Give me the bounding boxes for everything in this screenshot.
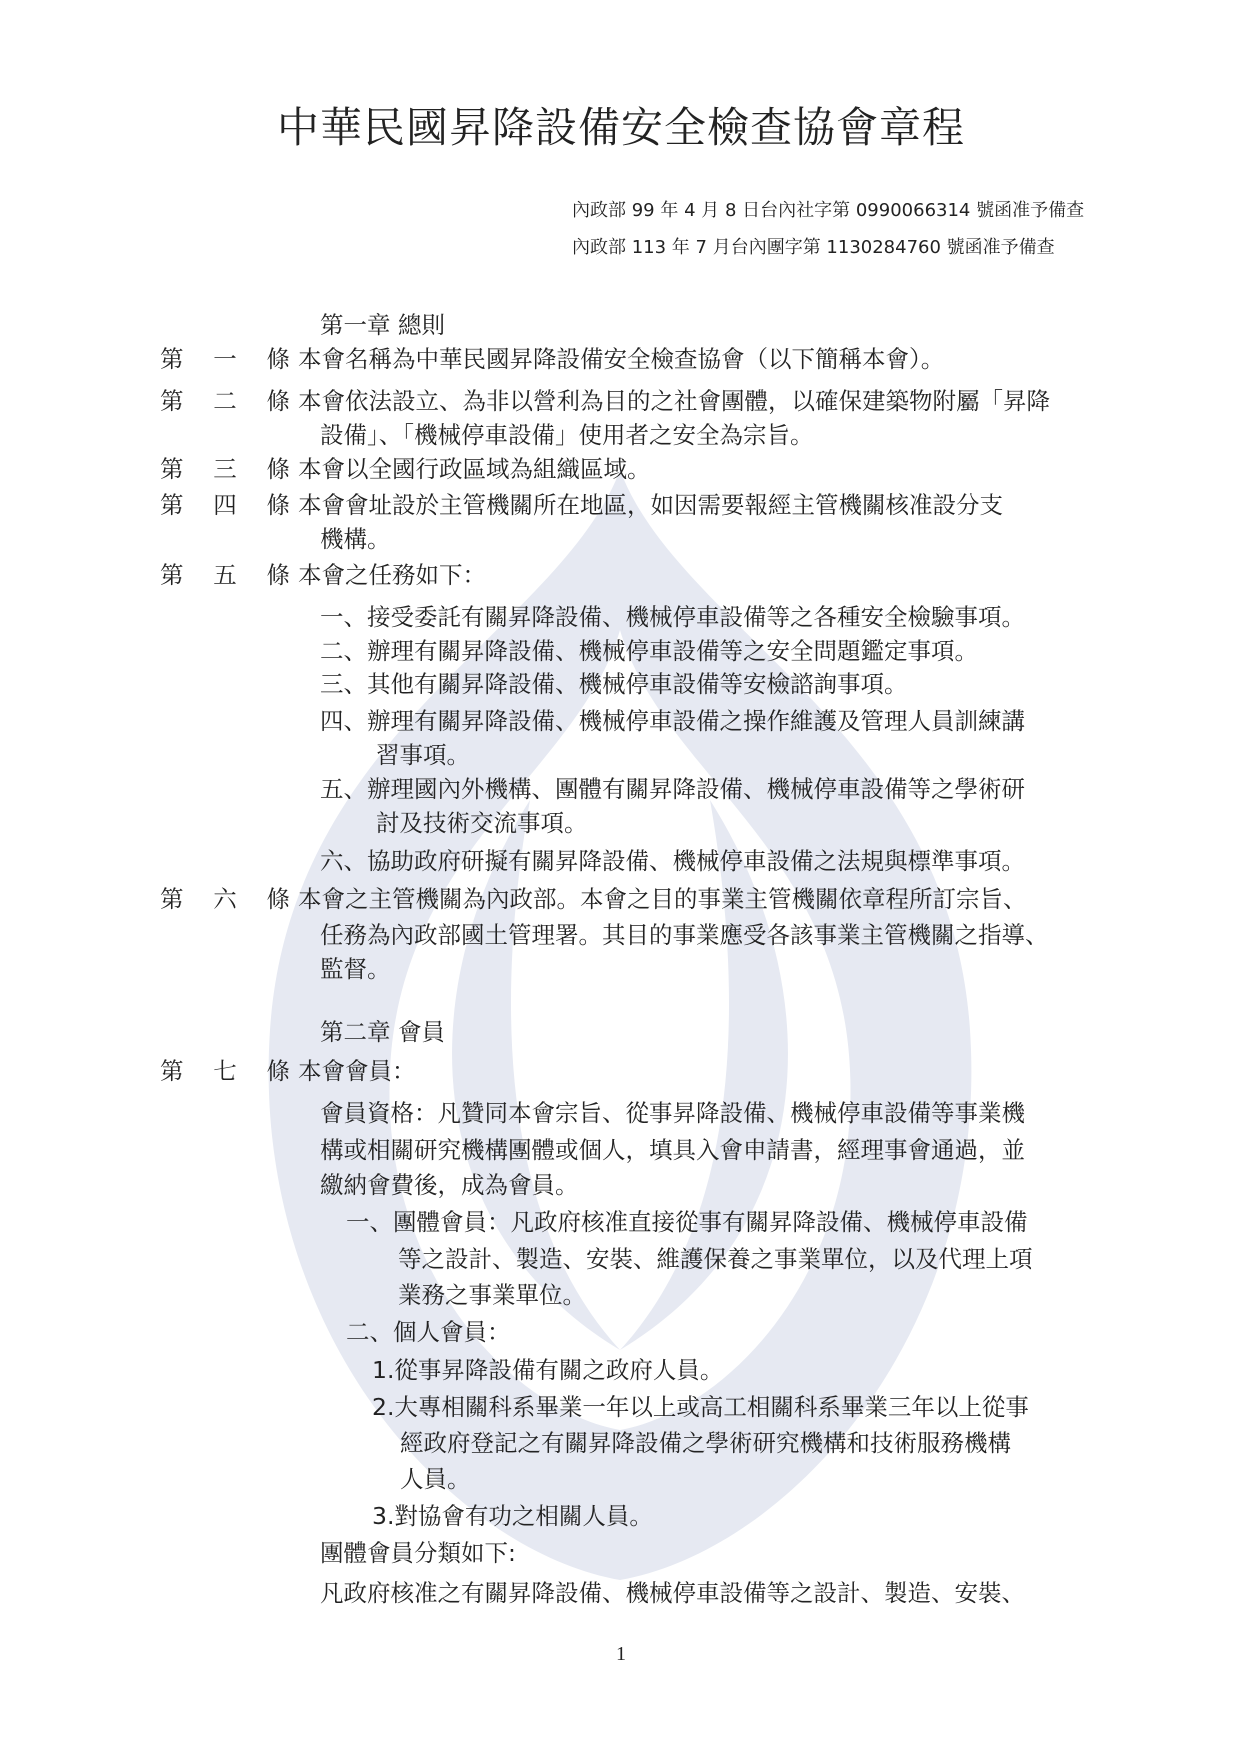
individual-item-cont: 經政府登記之有關昇降設備之學術研究機構和技術服務機構: [400, 1429, 1011, 1457]
article-text: 本會依法設立、為非以營利為目的之社會團體，以確保建築物附屬「昇降: [298, 387, 1050, 415]
membership-qualification: 繳納會費後，成為會員。: [320, 1171, 579, 1199]
article-text: 本會會址設於主管機關所在地區，如因需要報經主管機關核准設分支: [298, 491, 1003, 519]
task-item: 五、辦理國內外機構、團體有關昇降設備、機械停車設備等之學術研: [320, 775, 1025, 803]
article-text: 機構。: [320, 525, 391, 553]
individual-member-heading: 二、個人會員：: [346, 1318, 511, 1346]
article-text: 監督。: [320, 955, 391, 983]
task-item-cont: 習事項。: [376, 741, 470, 769]
task-item: 四、辦理有關昇降設備、機械停車設備之操作維護及管理人員訓練講: [320, 707, 1025, 735]
article-number: 第 三 條: [160, 455, 290, 483]
document-title: 中華民國昇降設備安全檢查協會章程: [276, 103, 965, 152]
article-number: 第 一 條: [160, 345, 290, 373]
task-item: 二、辦理有關昇降設備、機械停車設備等之安全問題鑑定事項。: [320, 637, 978, 665]
article-number: 第 七 條: [160, 1057, 290, 1085]
article-text: 本會名稱為中華民國昇降設備安全檢查協會（以下簡稱本會）。: [298, 345, 945, 373]
article-number: 第 五 條: [160, 561, 290, 589]
page-number: 1: [616, 1643, 626, 1665]
group-member: 一、團體會員：凡政府核准直接從事有關昇降設備、機械停車設備: [346, 1208, 1028, 1236]
article-text: 本會之任務如下：: [298, 561, 486, 589]
group-classification-text: 凡政府核准之有關昇降設備、機械停車設備等之設計、製造、安裝、: [320, 1579, 1025, 1607]
article-text: 設備」、「機械停車設備」使用者之安全為宗旨。: [320, 421, 814, 449]
individual-item-cont: 人員。: [400, 1465, 471, 1493]
group-classification-heading: 團體會員分類如下:: [320, 1539, 516, 1567]
membership-qualification: 會員資格：凡贊同本會宗旨、從事昇降設備、機械停車設備等事業機: [320, 1099, 1025, 1127]
article-number: 第 四 條: [160, 491, 290, 519]
article-number: 第 二 條: [160, 387, 290, 415]
task-item: 三、其他有關昇降設備、機械停車設備等安檢諮詢事項。: [320, 670, 908, 698]
approval-line-2: 內政部 113 年 7 月台內團字第 1130284760 號函准予備查: [572, 237, 1055, 258]
task-item-cont: 討及技術交流事項。: [376, 809, 588, 837]
membership-qualification: 構或相關研究機構團體或個人，填具入會申請書，經理事會通過，並: [320, 1136, 1025, 1164]
article-text: 本會以全國行政區域為組織區域。: [298, 455, 651, 483]
task-item: 六、協助政府研擬有關昇降設備、機械停車設備之法規與標準事項。: [320, 847, 1025, 875]
individual-item: 1.從事昇降設備有關之政府人員。: [372, 1356, 724, 1384]
chapter-heading: 第二章 會員: [320, 1018, 445, 1046]
group-member-cont: 等之設計、製造、安裝、維護保養之事業單位，以及代理上項: [398, 1245, 1033, 1273]
chapter-heading: 第一章 總則: [320, 311, 445, 339]
group-member-cont: 業務之事業單位。: [398, 1281, 586, 1309]
article-text: 本會會員：: [298, 1057, 416, 1085]
article-text: 任務為內政部國土管理署。其目的事業應受各該事業主管機關之指導、: [320, 921, 1049, 949]
task-item: 一、接受委託有關昇降設備、機械停車設備等之各種安全檢驗事項。: [320, 603, 1025, 631]
individual-item: 3.對協會有功之相關人員。: [372, 1502, 653, 1530]
individual-item: 2.大專相關科系畢業一年以上或高工相關科系畢業三年以上從事: [372, 1393, 1029, 1421]
approval-line-1: 內政部 99 年 4 月 8 日台內社字第 0990066314 號函准予備查: [572, 200, 1085, 221]
article-text: 本會之主管機關為內政部。本會之目的事業主管機關依章程所訂宗旨、: [298, 885, 1027, 913]
article-number: 第 六 條: [160, 885, 290, 913]
